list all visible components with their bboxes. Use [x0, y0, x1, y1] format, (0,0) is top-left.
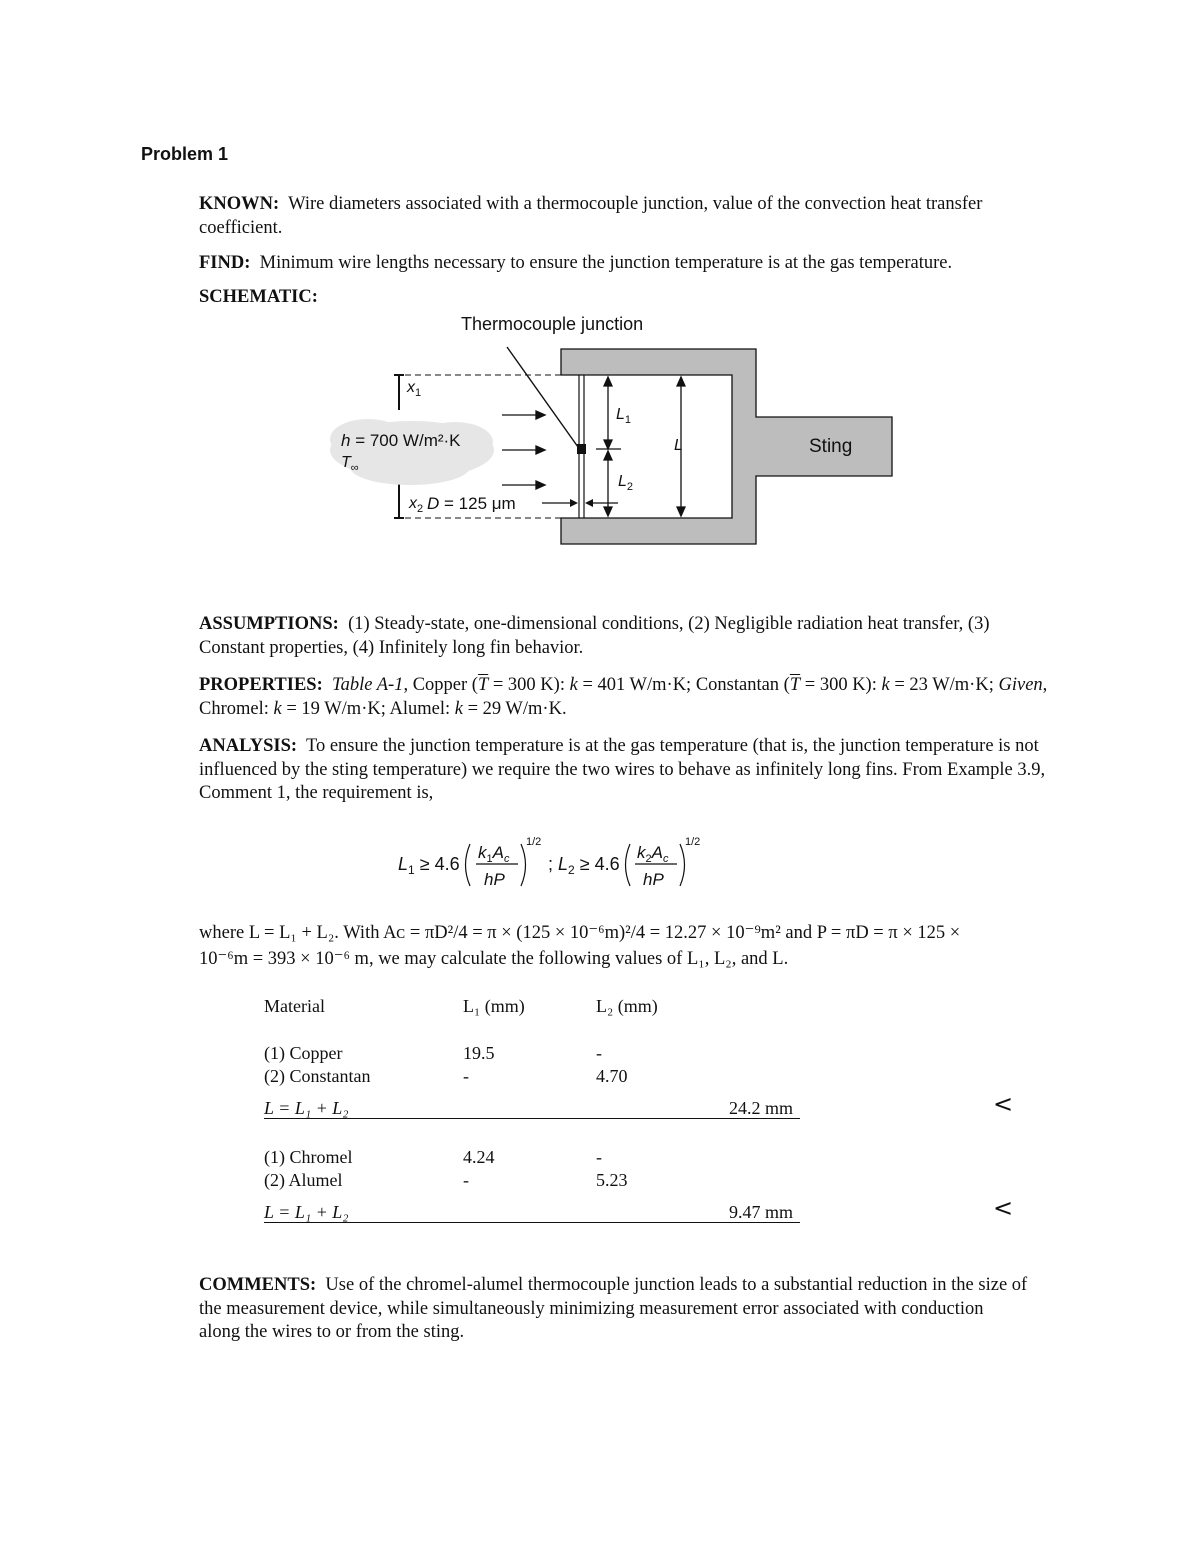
flow-arrows: [502, 411, 545, 489]
assumptions-text: (1) Steady-state, one-dimensional conditions, (2) Negligible radiation heat transfer, (3) Constant properties, (4) Infinitely long fin behavior.: [199, 614, 990, 658]
sting-label: Sting: [809, 436, 853, 457]
l-label: L: [674, 437, 683, 454]
table-row: (1) Copper: [264, 1043, 343, 1063]
assumptions-label: ASSUMPTIONS:: [199, 614, 339, 634]
x1-label: $x_1$: [407, 379, 422, 399]
table-row: (1) Chromel: [264, 1147, 353, 1167]
table-cell: -: [596, 1043, 602, 1063]
junction-label: Thermocouple junction: [461, 314, 644, 334]
table-cell: -: [596, 1147, 602, 1167]
svg-text:k2Ac: $k_2A_c$: [637, 843, 669, 865]
d-label: D = 125 μm: [427, 494, 516, 513]
table-cell: 19.5: [463, 1043, 495, 1063]
result-mark: <: [993, 1090, 1014, 1118]
known-text: Wire diameters associated with a thermocouple junction, value of the convection heat transfer coefficient.: [199, 194, 983, 238]
x2-label: $x_2$: [409, 495, 424, 515]
table-cell: -: [463, 1170, 469, 1190]
sum-rule: [264, 1118, 800, 1119]
comments-section: [199, 1274, 1029, 1345]
comments-label: COMMENTS:: [199, 1275, 317, 1295]
l1-label: $L_1$: [616, 406, 632, 426]
svg-text:hP: hP: [484, 870, 505, 889]
svg-text:L2 ≥ 4.6: $L_2 \ge 4.6$: [558, 854, 620, 877]
total-value: 9.47 mm: [729, 1202, 794, 1222]
table-row: (2) Constantan: [264, 1066, 371, 1086]
schematic-label: SCHEMATIC:: [199, 287, 318, 307]
find-text: Minimum wire lengths necessary to ensure the junction temperature is at the gas temperature.: [259, 253, 953, 273]
sum-label: L = L₁ + L₂: [264, 1202, 349, 1222]
schematic-diagram: [0, 0, 1200, 600]
fin-length-equation: [390, 830, 730, 900]
find-label: FIND:: [199, 253, 251, 273]
table-ref: Table A-1: [331, 675, 404, 695]
sum-rule: [264, 1222, 800, 1223]
analysis-text: To ensure the junction temperature is at the gas temperature (that is, the junction temperature is not influenced by the sting temperature) we require the two wires to behave as infinitely long fins. From Example 3.9, Comment 1, the requirement is,: [199, 736, 1046, 803]
table-cell: 5.23: [596, 1170, 628, 1190]
l2-label: $L_2$: [618, 473, 634, 493]
analysis-label: ANALYSIS:: [199, 736, 298, 756]
junction-bead: [577, 444, 586, 454]
table-cell: -: [463, 1066, 469, 1086]
properties-section: PROPERTIES: Table A-1, Copper ($\overline{T} = 300$ K): k = 401 W/m·K; Constantan ($\overline{T} = 300$ K): k = 23 W/m·K; Given, Chromel: k = 19 W/m·K; Alumel: k = 29 W/m·K.: [199, 675, 1048, 719]
table-cell: 4.24: [463, 1147, 495, 1167]
header-material: Material: [264, 996, 325, 1016]
problem-title: Problem 1: [141, 144, 229, 164]
sum-label: L = L₁ + L₂: [264, 1098, 349, 1118]
properties-label: PROPERTIES:: [199, 675, 323, 695]
total-value: 24.2 mm: [729, 1098, 794, 1118]
known-label: KNOWN:: [199, 194, 280, 214]
where-line-1: where L = L₁ + L₂. With Aᴄ = πD²/4 = π × (125 × 10⁻⁶m)²/4 = 12.27 × 10⁻⁹m² and P = πD = π × 125 ×: [199, 923, 961, 943]
header-l2: L₂ (mm): [596, 996, 658, 1016]
header-l1: L₁ (mm): [463, 996, 525, 1016]
wires: [577, 375, 586, 518]
svg-text:;: ;: [548, 854, 554, 874]
assumptions-section: [199, 613, 1049, 660]
where-line-2: 10⁻⁶m = 393 × 10⁻⁶ m, we may calculate the following values of L₁, L₂, and L.: [199, 948, 789, 969]
comments-text: Use of the chromel-alumel thermocouple junction leads to a substantial reduction in the size of the measurement device, while simultaneously minimizing measurement error associated with conduction along the wires to or from the sting.: [199, 1275, 1028, 1342]
table-row: (2) Alumel: [264, 1170, 343, 1190]
h-label: h = 700 W/m²·K: [341, 431, 461, 450]
t-inf-label: $T_\infty$: [341, 454, 359, 474]
l1-dimension: [596, 377, 621, 516]
svg-text:hP: hP: [643, 870, 664, 889]
where-section: [199, 922, 1049, 971]
result-mark: <: [993, 1194, 1014, 1222]
table-cell: 4.70: [596, 1066, 628, 1086]
gas-cloud: [330, 419, 494, 485]
svg-text:L1 ≥ 4.6: $L_1 \ge 4.6$: [398, 854, 460, 877]
svg-text:1/2: 1/2: [685, 836, 701, 848]
svg-text:1/2: 1/2: [526, 836, 542, 848]
analysis-section: [199, 735, 1049, 806]
svg-text:k1Ac: $k_1A_c$: [478, 843, 510, 865]
